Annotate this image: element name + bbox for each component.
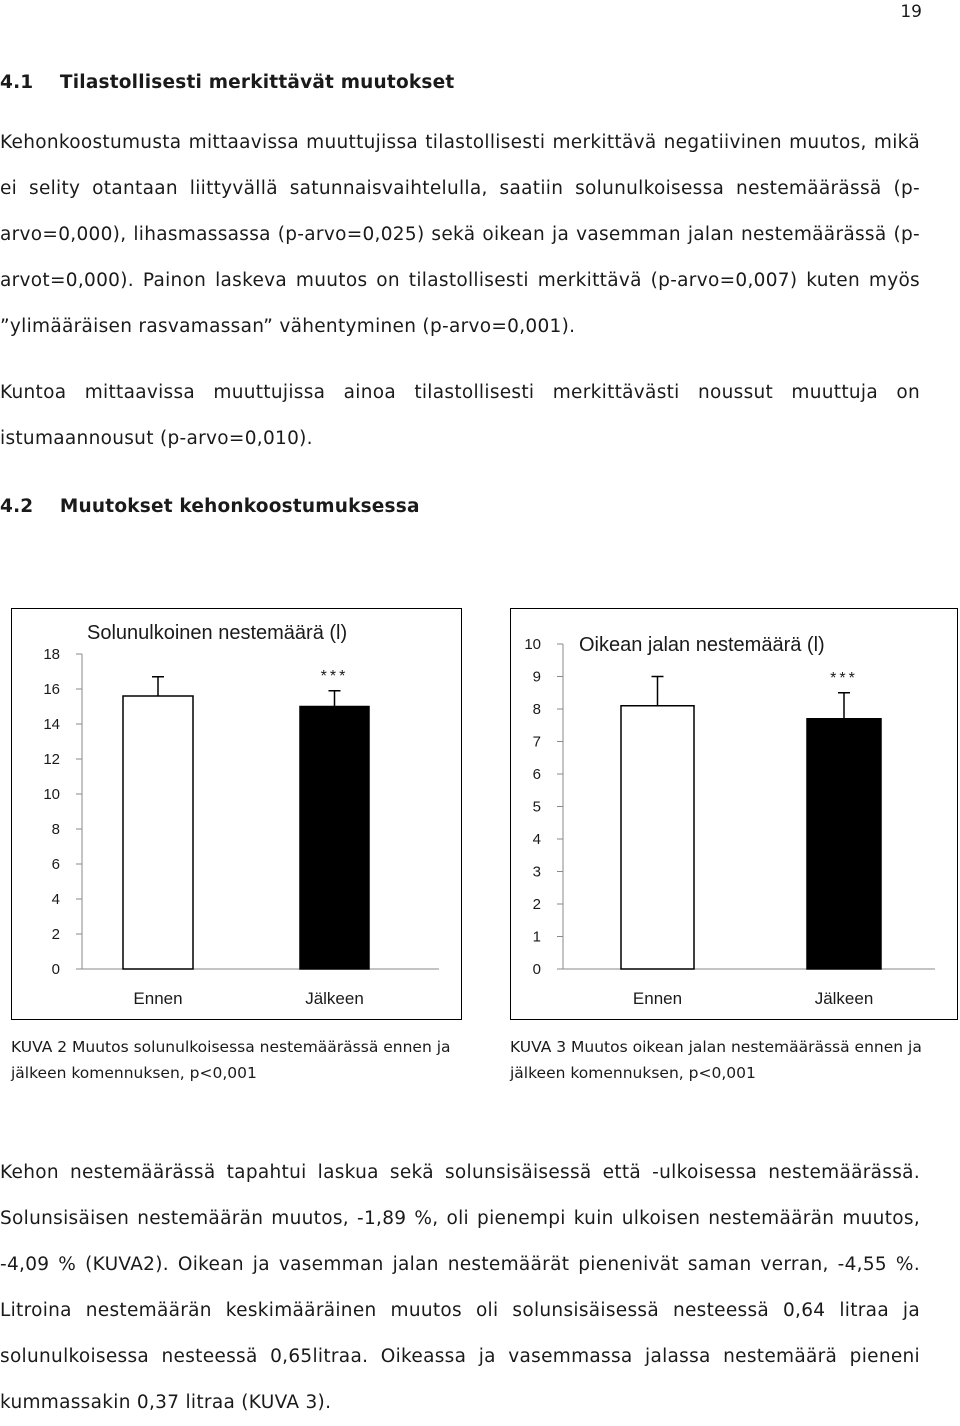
y-tick-label: 10 [524, 636, 541, 653]
section-heading-4-1: 4.1 Tilastollisesti merkittävät muutokset [0, 72, 455, 93]
bar-jälkeen [807, 719, 881, 969]
x-category-label: Ennen [632, 989, 683, 1008]
figure-caption-2: KUVA 2 Muutos solunulkoisessa nestemäärässä ennen ja jälkeen komennuksen, p<0,001 [11, 1038, 451, 1082]
y-tick-label: 4 [51, 891, 60, 908]
y-tick-label: 10 [43, 786, 60, 803]
paragraph-2: Kuntoa mittaavissa muuttujissa ainoa tilastollisesti merkittävästi noussut muuttuja on istumaannousut (p-arvo=0,010). [0, 382, 920, 449]
bar-ennen [621, 706, 694, 969]
y-tick-label: 0 [532, 961, 541, 978]
y-tick-label: 1 [532, 928, 541, 946]
paragraph-3: Kehon nestemäärässä tapahtui laskua sekä solunsisäisessä että -ulkoisessa nestemäärässä. Solunsisäisen nestemäärän muutos, -1,89 %, oli pienempi kuin ulkoisen nestemäärän muutos, -4,09 % (KUVA2). Oikean ja vasemman jalan nestemäärät pienenivät saman verran, -4,55 %. Litroina nestemäärän keskimääräinen muutos oli solunsisäisessä nesteessä 0,64 litraa ja solunulkoisessa nesteessä 0,65litraa. Oikeassa ja vasemmassa jalassa nestemäärä pieneni kummassakin 0,37 litraa (KUVA 3). [0, 1162, 920, 1413]
x-category-label: Jälkeen [814, 989, 874, 1008]
y-tick-label: 6 [532, 766, 541, 783]
y-tick-label: 7 [532, 733, 541, 751]
y-tick-label: 8 [51, 821, 60, 838]
significance-marker: *** [830, 669, 858, 687]
y-tick-label: 12 [43, 751, 60, 768]
page-number: 19 [900, 2, 922, 22]
y-tick-label: 14 [43, 716, 60, 733]
chart-right-leg-fluid-svg [511, 609, 957, 1019]
y-tick-label: 5 [532, 798, 541, 816]
y-tick-label: 9 [532, 668, 541, 686]
y-tick-label: 2 [532, 896, 541, 913]
chart-extracellular-fluid-svg [12, 609, 461, 1019]
section-4-2-body [0, 1150, 920, 1426]
section-heading-4-2: 4.2 Muutokset kehonkoostumuksessa [0, 496, 420, 517]
bar-ennen [123, 696, 193, 969]
y-tick-label: 16 [43, 681, 60, 698]
y-tick-label: 3 [532, 863, 541, 881]
y-tick-label: 18 [43, 646, 60, 663]
y-tick-label: 4 [532, 831, 541, 848]
y-tick-label: 6 [51, 856, 60, 873]
chart-title: Solunulkoinen nestemäärä (l) [87, 622, 348, 644]
x-category-label: Ennen [133, 989, 183, 1008]
y-tick-label: 8 [532, 701, 541, 718]
section-4-1-body [0, 120, 920, 462]
chart-extracellular-fluid [11, 608, 462, 1020]
bar-jälkeen [300, 707, 369, 970]
x-category-label: Jälkeen [305, 989, 364, 1008]
y-tick-label: 2 [51, 926, 60, 943]
y-tick-label: 0 [51, 961, 60, 978]
chart-right-leg-fluid [510, 608, 958, 1020]
chart-title: Oikean jalan nestemäärä (l) [579, 634, 825, 656]
figure-caption-3: KUVA 3 Muutos oikean jalan nestemäärässä ennen ja jälkeen komennuksen, p<0,001 [510, 1038, 922, 1082]
paragraph-1: Kehonkoostumusta mittaavissa muuttujissa tilastollisesti merkittävä negatiivinen muutos, mikä ei selity otantaan liittyvällä satunnaisvaihtelulla, saatiin solunulkoisessa nestemäärässä (p-arvo=0,000), lihasmassassa (p-arvo=0,025) sekä oikean ja vasemman jalan nestemäärässä (p-arvot=0,000). Painon laskeva muutos on tilastollisesti merkittävä (p-arvo=0,007) kuten myös ”ylimääräisen rasvamassan” vähentyminen (p-arvo=0,001). [0, 132, 920, 337]
significance-marker: *** [320, 667, 349, 685]
